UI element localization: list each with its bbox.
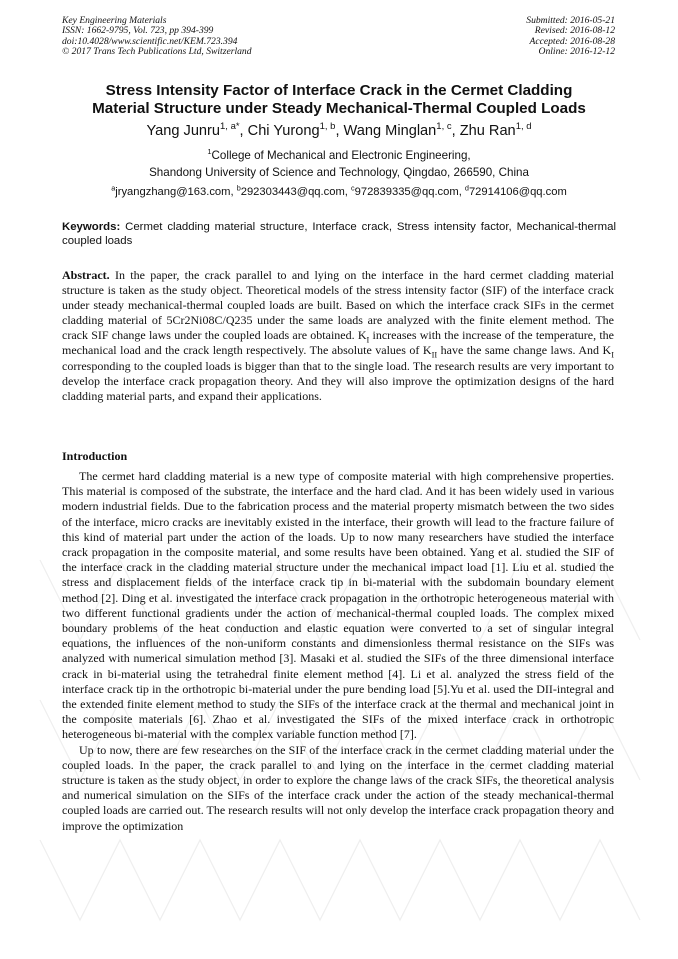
title-line-1: Stress Intensity Factor of Interface Crack in the Cermet Cladding (105, 82, 573, 99)
email-link[interactable]: jryangzhang@163.com (115, 186, 231, 198)
intro-paragraph-2: Up to now, there are few researches on the SIF of the interface crack in the cermet cladding material under the coupled loads. In the paper, the crack parallel to and lying on the interface in the cermet cladding material structure is taken as the study object, in order to explore the change laws of the crack SIFs, the theoretical analysis and numerical simulation on the SIFs of the interface crack under the action of the steady mechanical-thermal coupled loads are carried out. The research results will not only develop the interface crack propagation theory and improve the optimization (62, 742, 614, 833)
issn: ISSN: 1662-9795, Vol. 723, pp 394-399 (62, 25, 214, 37)
email-sup: d (464, 183, 469, 193)
email-link[interactable]: 972839335@qq.com (354, 186, 459, 198)
abstract-sub-1: I (366, 335, 370, 345)
abstract (62, 268, 614, 404)
author-sup: 1, b (319, 121, 336, 133)
affiliation (62, 148, 616, 181)
abstract-text-3: have the same change laws. And K (437, 343, 612, 358)
author-name: Chi Yurong (247, 123, 320, 139)
author-sup: 1, a* (220, 121, 240, 133)
keywords-text: Cermet cladding material structure, Interface crack, Stress intensity factor, Mechanical-thermal coupled loads (62, 221, 616, 248)
section-heading-introduction: Introduction (62, 449, 128, 463)
email-sup: c (351, 183, 355, 193)
author-name: Yang Junru (146, 123, 221, 139)
abstract-text-2: increases with the increase of the temperature, the mechanical load and the crack length respectively. The absolute values of K (62, 328, 614, 358)
title-line-2: Material Structure under Steady Mechanical-Thermal Coupled Loads (92, 99, 586, 117)
affiliation-sup: 1 (207, 147, 212, 157)
paper-title (62, 82, 616, 118)
author-name: Zhu Ran (459, 123, 516, 139)
abstract-sub-2: II (431, 350, 438, 360)
author-emails: $^a$jryangzhang@163.com, $^b$292303443@qq.com, $^c$972839335@qq.com, $^d$72914106@qq.com (111, 183, 567, 198)
author-sup: 1, c (436, 121, 452, 133)
email-link[interactable]: 292303443@qq.com (240, 186, 345, 198)
email-sup: a (111, 183, 116, 193)
accepted-date: Accepted: 2016-08-28 (529, 35, 615, 47)
online-date: Online: 2016-12-12 (538, 45, 615, 57)
copyright: © 2017 Trans Tech Publications Ltd, Switzerland (62, 45, 252, 57)
author-sup: 1, d (515, 121, 532, 133)
introduction-body (62, 469, 614, 834)
affiliation-line-1: College of Mechanical and Electronic Engineering, (211, 149, 471, 162)
journal-name: Key Engineering Materials (62, 15, 167, 26)
abstract-sub-3: I (611, 350, 614, 360)
email-sup: b (236, 183, 241, 193)
abstract-text-1: In the paper, the crack parallel to and lying on the interface in the hard cermet cladding material structure is taken as the study object. Theoretical models of the stress intensity factor (SIF) of the interface crack under steady mechanical-thermal coupled loads are built. Based on which the interface crack SIFs in the cermet cladding material of 5Cr2Ni08C/Q235 under the same loads are analyzed with the finite element method. The crack SIF change laws under the coupled loads are obtained. K (62, 268, 615, 343)
doi: doi:10.4028/www.scientific.net/KEM.723.394 (62, 35, 238, 47)
abstract-text-4: corresponding to the coupled loads is bigger than that to the single load. The research results are very important to develop the interface crack propagation theory. And they will also improve the optimization designs of the hard cladding material parts, and expand their applications. (62, 358, 614, 403)
author-name: Wang Minglan (343, 123, 437, 139)
submitted-date: Submitted: 2016-05-21 (526, 15, 615, 26)
journal-header (62, 16, 252, 57)
keywords-label: Keywords: (62, 221, 121, 233)
author-list: Yang Junru$^{1, a*}$, Chi Yurong$^{1, b}$, Wang Minglan$^{1, c}$, Zhu Ran$^{1, d}$ (146, 121, 532, 139)
abstract-label: Abstract. (62, 268, 110, 282)
revised-date: Revised: 2016-08-12 (534, 25, 615, 37)
email-link[interactable]: 72914106@qq.com (468, 186, 567, 198)
intro-paragraph-1: The cermet hard cladding material is a new type of composite material with high comprehensive properties. This material is composed of the substrate, the interface and the hard clad. And it has been widely used in various modern industrial fields. Due to the fabrication process and the material property mismatch between the two sides of the interface, micro cracks are inevitably existed in the interface, their growth will lead to the fracture failure of this kind of material part under the action of the loads. Up to now many researchers have studied the interface crack propagation in the composite material, and some results have been obtained. Yang et al. studied the SIF of the interface crack in the cladding material structure under the mechanical impact load [1]. Liu et al. studied the stress and displacement fields of the interface crack tip in bi-material with the subdomain boundary element method [2]. Ding et al. investigated the interface crack propagation in the orthotropic heterogeneous material with two different functional gradients under the action of mechanical-thermal coupled loads. The complex mixed boundary problems of the heat conduction and elastic equation were converted to a set of singular integral equations, the influences of the non-uniform constants and dimensionless thermal resistance on the SIFs was analyzed with numerical simulation method [3]. Masaki et al. studied the SIFs of the three dimensional interface crack in bi-material using the tetrahedral finite element method [4]. Li et al. analyzed the stress field of the interface crack tip in the orthotropic bi-material under the pure bending load [5].Yu et al. used the DII-integral and the extended finite element method to study the SIFs of the interface crack at the thermal and mechanical joint in the composite materials [6]. Zhao et al. investigated the SIFs of the mixed interface crack in orthotropic heterogeneous bi-material with the complex variable function method [7]. (62, 469, 614, 742)
keywords (62, 220, 616, 249)
dates-header (526, 16, 615, 57)
affiliation-line-2: Shandong University of Science and Technology, Qingdao, 266590, China (149, 165, 529, 179)
